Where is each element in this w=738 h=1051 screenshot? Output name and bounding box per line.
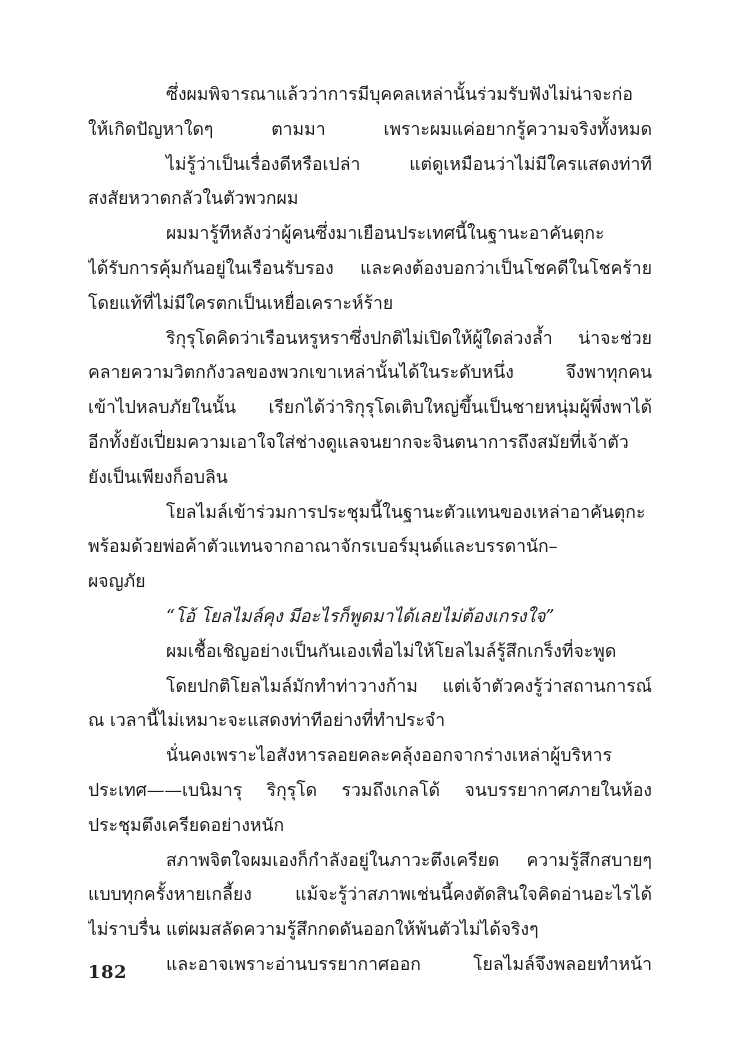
text-line: ประชุมตึงเครียดอย่างหนัก [88,815,285,836]
text-line: ผมมารู้ทีหลังว่าผู้คนซึ่งมาเยือนประเทศนี้ในฐานะอาคันตุกะ [166,224,605,245]
text-line: เข้าไปหลบภัยในนั้น เรียกได้ว่าริกุรุโดเติบใหญ่ขึ้นเป็นชายหนุ่มผู้พึ่งพาได้ [88,398,652,419]
text-line: ยังเป็นเพียงก็อบลิน [88,467,228,488]
text-line: ณ เวลานี้ไม่เหมาะจะแสดงท่าทีอย่างที่ทำประจำ [88,711,446,732]
text-line: ไม่ราบรื่น แต่ผมสลัดความรู้สึกกดดันออกให้พ้นตัวไม่ได้จริงๆ [88,920,539,941]
text-line: ริกุรุโดคิดว่าเรือนหรูหราซึ่งปกติไม่เปิดให้ผู้ใดล่วงล้ำ น่าจะช่วย [166,328,652,349]
text-line: และอาจเพราะอ่านบรรยากาศออก โยลไมล์จึงพลอยทำหน้า [166,954,652,975]
text-line: โดยแท้ที่ไม่มีใครตกเป็นเหยื่อเคราะห์ร้าย [88,293,394,314]
text-line: ผมเชื้อเชิญอย่างเป็นกันเองเพื่อไม่ให้โยลไมล์รู้สึกเกร็งที่จะพูด [166,641,617,662]
text-line: พร้อมด้วยพ่อค้าตัวแทนจากอาณาจักรเบอร์มุนด์และบรรดานัก– [88,537,558,558]
page-number: 182 [88,962,128,983]
text-line: ได้รับการคุ้มกันอยู่ในเรือนรับรอง และคงต้องบอกว่าเป็นโชคดีในโชคร้าย [88,258,652,279]
text-line: ไม่รู้ว่าเป็นเรื่องดีหรือเปล่า แต่ดูเหมือนว่าไม่มีใครแสดงท่าที [166,154,652,175]
text-line: ซึ่งผมพิจารณาแล้วว่าการมีบุคคลเหล่านั้นร่วมรับฟังไม่น่าจะก่อ [166,85,633,105]
text-line: อีกทั้งยังเปี่ยมความเอาใจใส่ช่างดูแลจนยากจะจินตนาการถึงสมัยที่เจ้าตัว [88,432,629,453]
text-line: โดยปกติโยลไมล์มักทำท่าวางก้าม แต่เจ้าตัวคงรู้ว่าสถานการณ์ [166,676,652,697]
text-line: ให้เกิดปัญหาใดๆ ตามมา เพราะผมแค่อยากรู้ความจริงทั้งหมด [88,119,652,140]
text-line: สภาพจิตใจผมเองก็กำลังอยู่ในภาวะตึงเครียด ความรู้สึกสบายๆ [166,850,652,871]
dialogue-line: “โอ้ โยลไมล์คุง มีอะไรก็พูดมาได้เลยไม่ต้องเกรงใจ” [166,606,555,627]
text-line: แบบทุกครั้งหายเกลี้ยง แม้จะรู้ว่าสภาพเช่นนี้คงตัดสินใจคิดอ่านอะไรได้ [88,885,652,906]
page-body [88,78,652,983]
text-line: สงสัยหวาดกลัวในตัวพวกผม [88,189,299,210]
text-line: นั่นคงเพราะไอสังหารลอยคละคลุ้งออกจากร่างเหล่าผู้บริหาร [166,746,612,767]
text-line: คลายความวิตกกังวลของพวกเขาเหล่านั้นได้ในระดับหนึ่ง จึงพาทุกคน [88,363,652,384]
text-line: ประเทศ——เบนิมารุ ริกุรุโด รวมถึงเกลโด้ จนบรรยากาศภายในห้อง [88,780,652,801]
text-line: โยลไมล์เข้าร่วมการประชุมนี้ในฐานะตัวแทนของเหล่าอาคันตุกะ [166,502,646,523]
text-line: ผจญภัย [88,572,146,593]
